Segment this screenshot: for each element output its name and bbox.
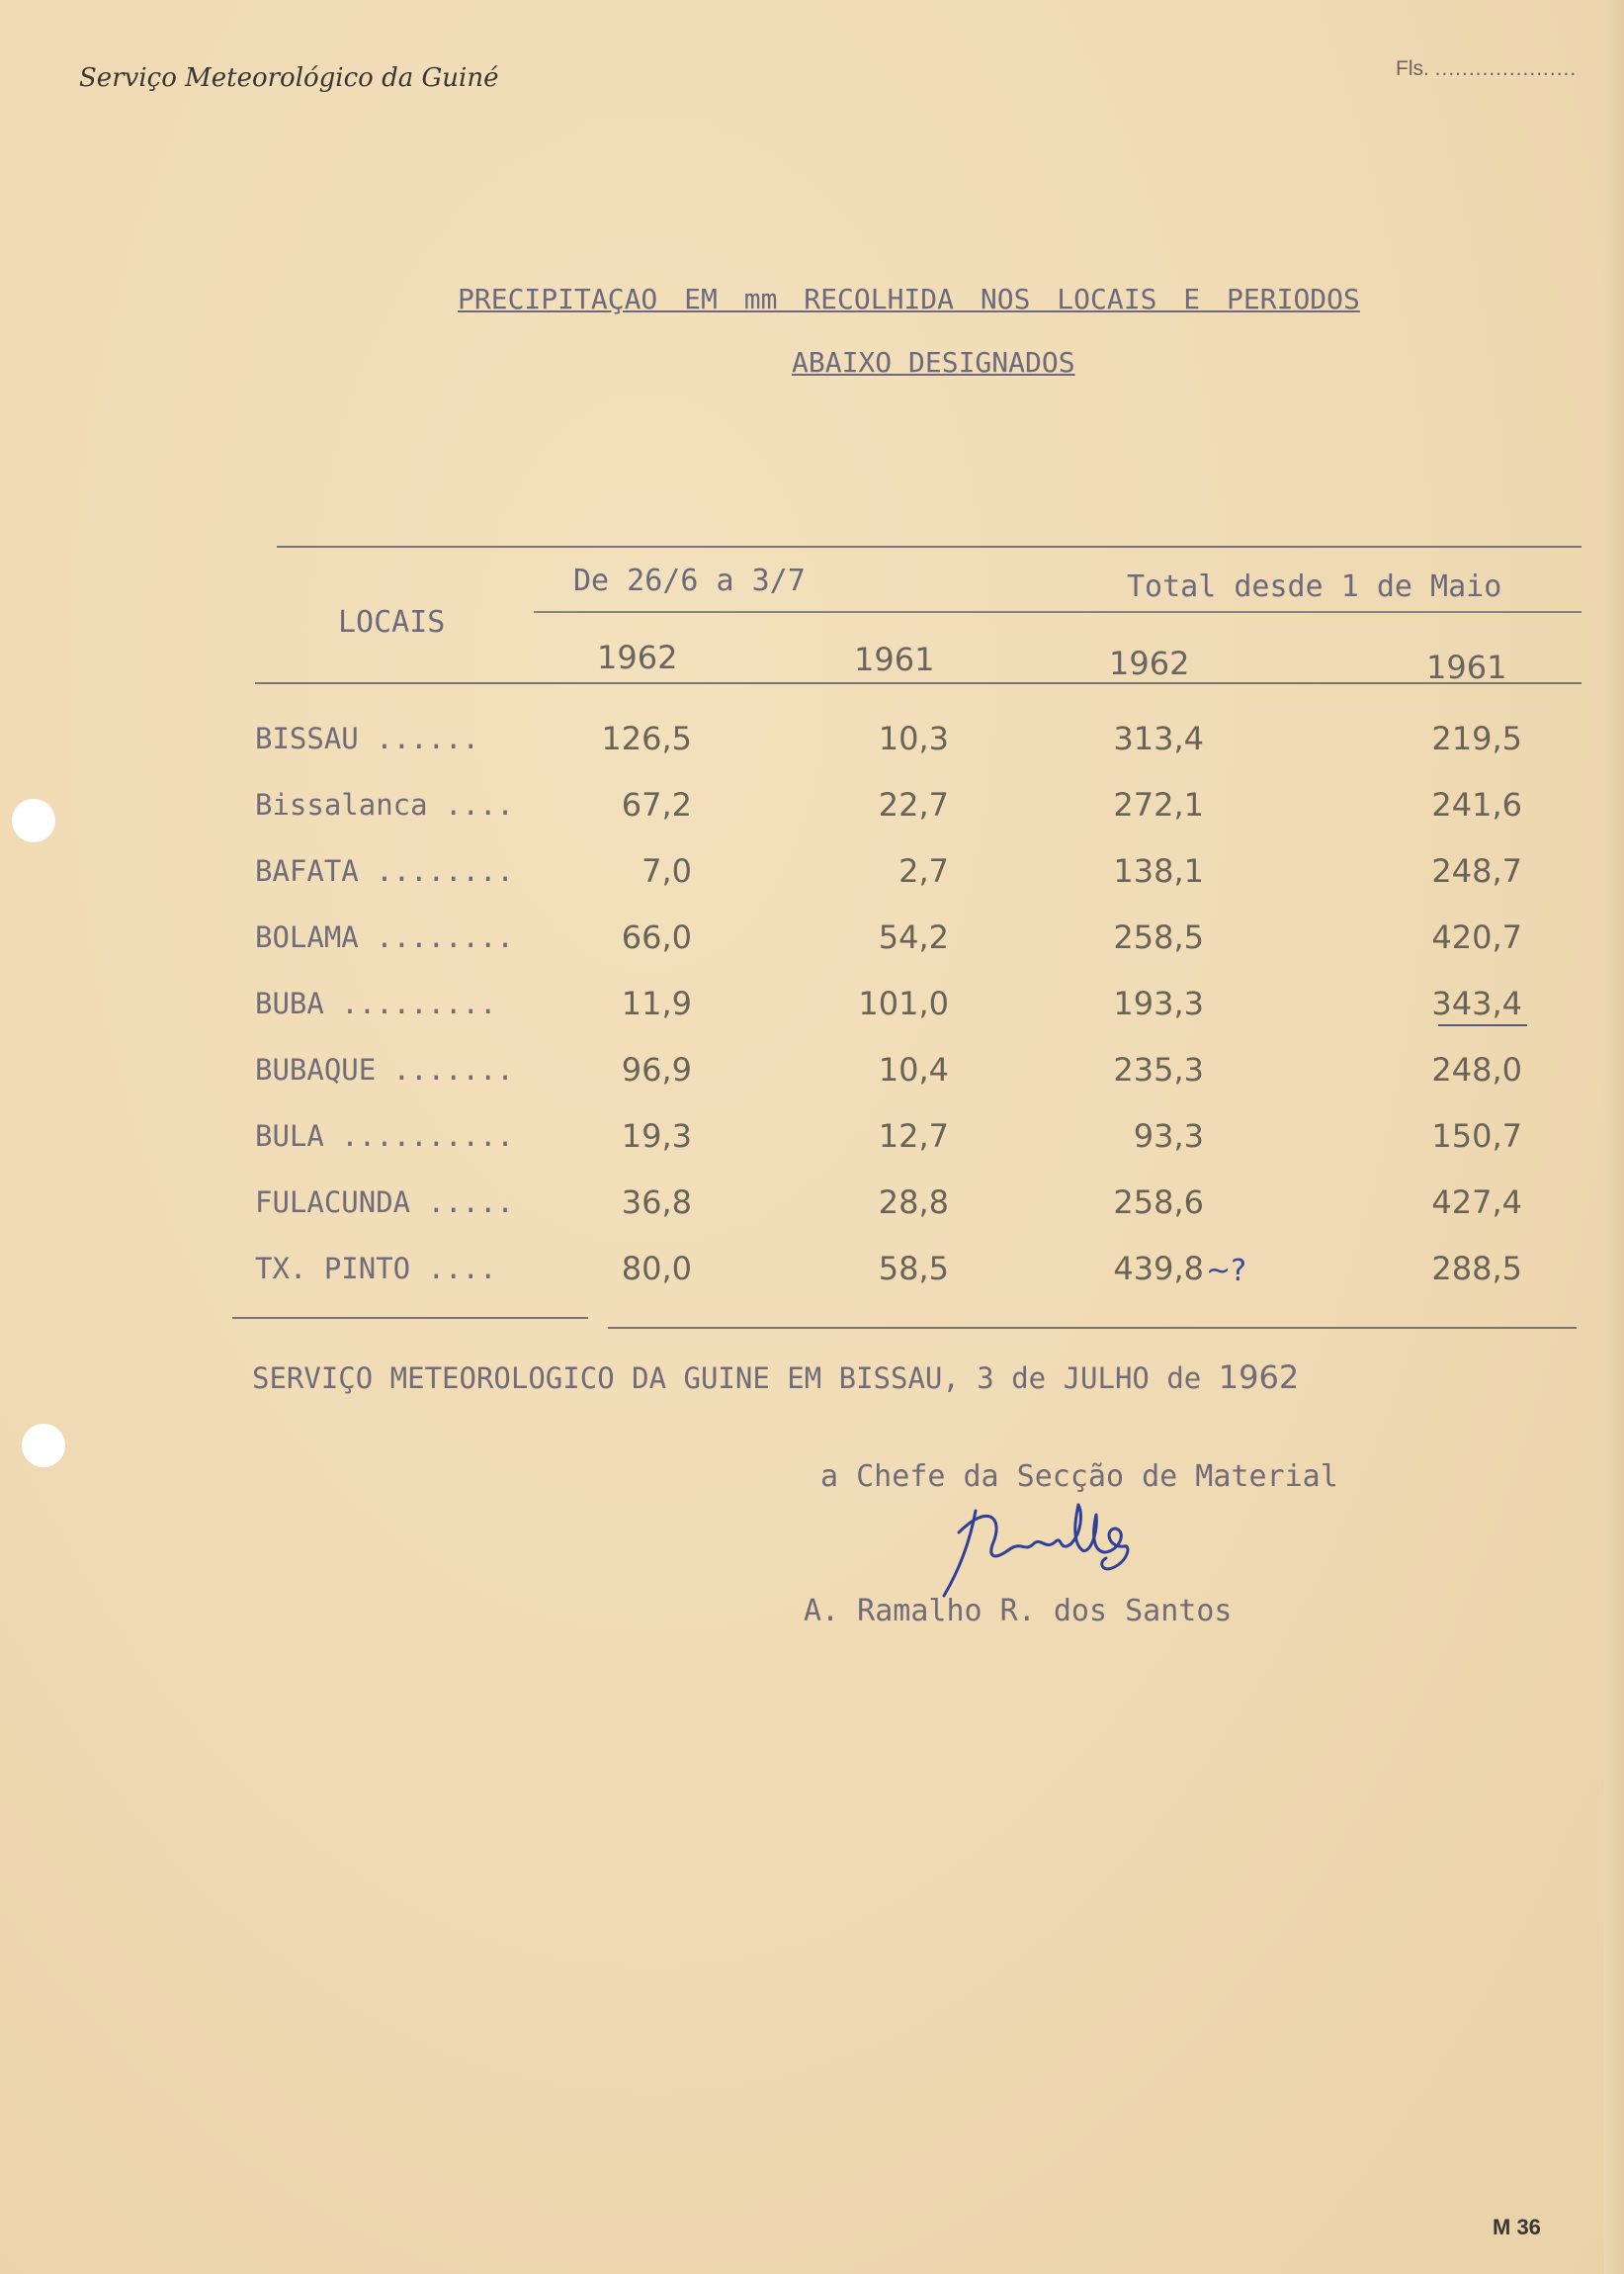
row-value-t1961: 241,6 bbox=[1431, 786, 1522, 824]
signatory-name: A. Ramalho R. dos Santos bbox=[804, 1594, 1233, 1628]
table-top-rule bbox=[277, 546, 1581, 548]
year-header-total-1962: 1962 bbox=[1109, 645, 1190, 682]
paper-edge bbox=[1604, 0, 1624, 2274]
row-value-t1961: 248,0 bbox=[1431, 1051, 1522, 1089]
total-header: Total desde 1 de Maio bbox=[1127, 569, 1502, 604]
letterhead: Serviço Meteorológico da Guiné bbox=[79, 63, 499, 93]
place-date-text: SERVIÇO METEOROLOGICO DA GUINE EM BISSAU, 3 de JULHO de bbox=[252, 1361, 1202, 1395]
row-value-p1962: 7,0 bbox=[641, 852, 692, 890]
header-bottom-rule bbox=[255, 682, 1581, 684]
row-value-p1962: 36,8 bbox=[621, 1183, 692, 1221]
row-value-t1962: 138,1 bbox=[1113, 852, 1204, 890]
strike-mark-buba-total bbox=[1438, 1024, 1527, 1026]
row-value-t1961: 420,7 bbox=[1431, 918, 1522, 956]
row-value-p1962: 67,2 bbox=[621, 786, 692, 824]
row-value-p1961: 22,7 bbox=[878, 786, 949, 824]
row-local-name: BUBA ......... bbox=[255, 987, 497, 1020]
row-value-t1961: 150,7 bbox=[1431, 1117, 1522, 1155]
place-date-year: 1962 bbox=[1218, 1358, 1300, 1396]
row-value-t1962: 235,3 bbox=[1113, 1051, 1204, 1089]
signatory-role: a Chefe da Secção de Material bbox=[820, 1459, 1338, 1494]
row-value-p1962: 96,9 bbox=[621, 1051, 692, 1089]
year-header-period-1962: 1962 bbox=[597, 639, 678, 676]
row-value-p1961: 28,8 bbox=[878, 1183, 949, 1221]
year-header-period-1961: 1961 bbox=[854, 641, 935, 678]
row-local-name: BOLAMA ........ bbox=[255, 920, 514, 954]
row-value-p1962: 19,3 bbox=[621, 1117, 692, 1155]
row-value-p1962: 80,0 bbox=[621, 1250, 692, 1287]
row-value-t1962: 93,3 bbox=[1133, 1117, 1204, 1155]
folio-field bbox=[1396, 57, 1577, 81]
row-local-name: BAFATA ........ bbox=[255, 854, 514, 888]
row-value-t1962: 272,1 bbox=[1113, 786, 1204, 824]
row-local-name: BUBAQUE ....... bbox=[255, 1053, 514, 1087]
row-value-p1962: 126,5 bbox=[601, 720, 692, 757]
row-value-p1962: 66,0 bbox=[621, 918, 692, 956]
period-header: De 26/6 a 3/7 bbox=[573, 564, 806, 598]
folio-label: Fls. bbox=[1396, 57, 1429, 80]
folio-dots: ..................... bbox=[1434, 57, 1578, 80]
row-value-p1961: 10,4 bbox=[878, 1051, 949, 1089]
punch-hole-lower bbox=[22, 1424, 65, 1467]
document-title-line2: ABAIXO DESIGNADOS bbox=[792, 346, 1075, 379]
row-value-p1961: 101,0 bbox=[858, 985, 949, 1022]
row-value-p1961: 54,2 bbox=[878, 918, 949, 956]
row-local-name: BULA .......... bbox=[255, 1119, 514, 1153]
row-local-name: Bissalanca .... bbox=[255, 788, 514, 822]
handwritten-question-note: ~? bbox=[1206, 1254, 1247, 1288]
place-date-line bbox=[252, 1358, 1299, 1396]
locais-header: LOCAIS bbox=[338, 605, 446, 640]
row-value-t1962: 439,8 bbox=[1113, 1250, 1204, 1287]
row-value-p1962: 11,9 bbox=[621, 985, 692, 1022]
document-title-line1: PRECIPITAÇAO EM mm RECOLHIDA NOS LOCAIS E PERIODOS bbox=[458, 283, 1360, 315]
row-value-t1961: 343,4 bbox=[1431, 985, 1522, 1022]
row-value-t1962: 258,5 bbox=[1113, 918, 1204, 956]
row-value-t1961: 288,5 bbox=[1431, 1250, 1522, 1287]
row-value-t1962: 258,6 bbox=[1113, 1183, 1204, 1221]
header-sub-rule bbox=[534, 611, 1581, 613]
row-value-p1961: 2,7 bbox=[898, 852, 949, 890]
table-bottom-rule-right bbox=[608, 1327, 1577, 1329]
row-value-p1961: 12,7 bbox=[878, 1117, 949, 1155]
row-value-p1961: 58,5 bbox=[878, 1250, 949, 1287]
row-value-t1961: 427,4 bbox=[1431, 1183, 1522, 1221]
year-header-total-1961: 1961 bbox=[1426, 649, 1507, 686]
punch-hole-upper bbox=[12, 799, 55, 842]
table-bottom-rule-left bbox=[232, 1317, 588, 1319]
row-local-name: BISSAU ...... bbox=[255, 722, 479, 755]
row-value-t1962: 313,4 bbox=[1113, 720, 1204, 757]
row-value-t1961: 248,7 bbox=[1431, 852, 1522, 890]
row-value-t1961: 219,5 bbox=[1431, 720, 1522, 757]
form-code: M 36 bbox=[1493, 2215, 1541, 2239]
row-value-p1961: 10,3 bbox=[878, 720, 949, 757]
row-value-t1962: 193,3 bbox=[1113, 985, 1204, 1022]
row-local-name: TX. PINTO .... bbox=[255, 1252, 497, 1285]
row-local-name: FULACUNDA ..... bbox=[255, 1185, 514, 1219]
